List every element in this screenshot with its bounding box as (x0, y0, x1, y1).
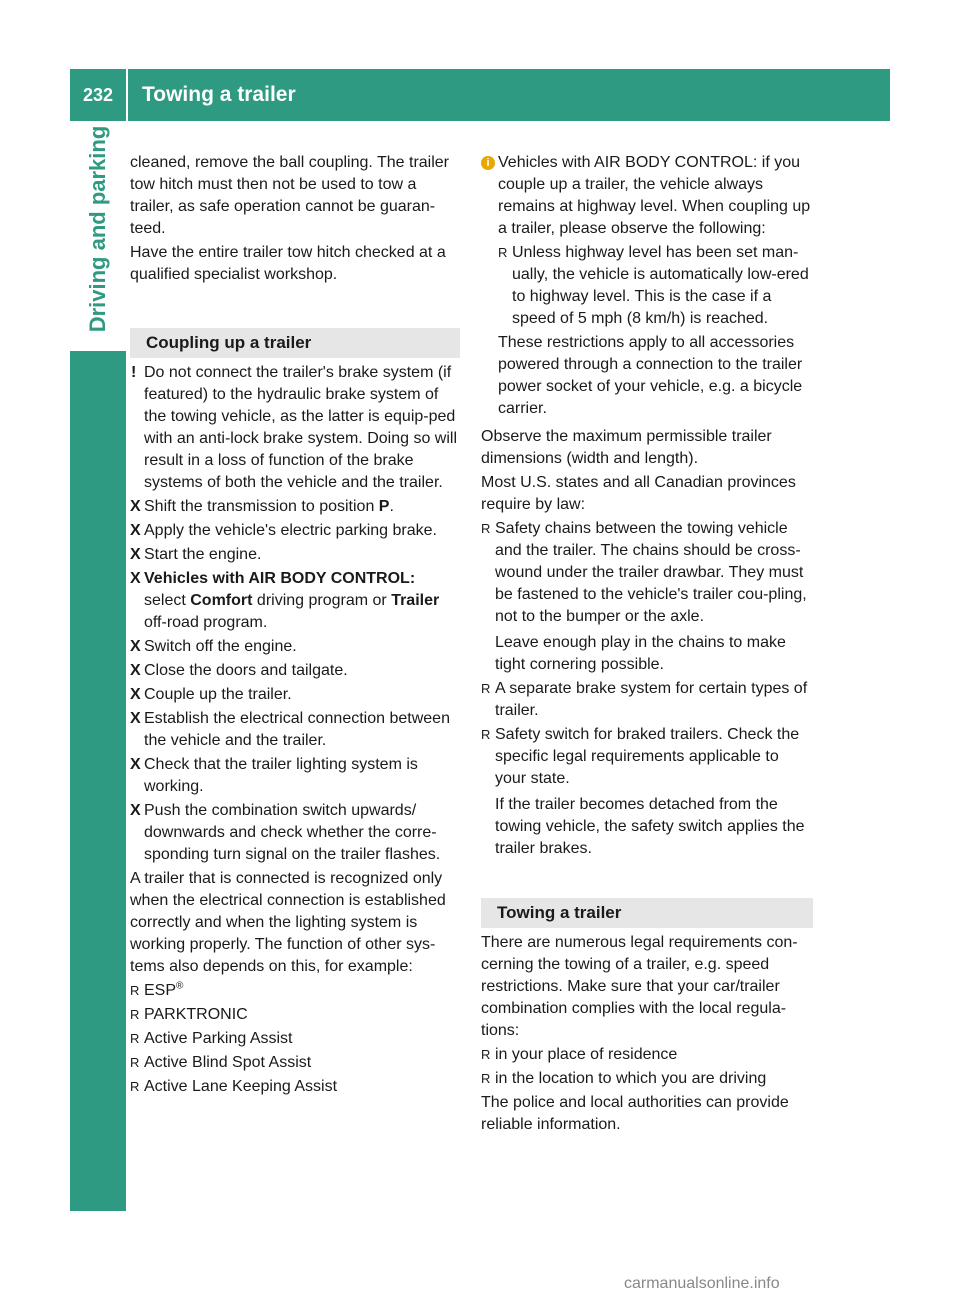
list-item (481, 1044, 813, 1066)
step-item (130, 568, 460, 634)
bullet-icon: R (130, 983, 140, 998)
body-paragraph: There are numerous legal requirements con-cerning the towing of a trailer, e.g. speed restrictions. Make sure that your car/trailer combination complies with the local regula-tions: (481, 934, 798, 1039)
bullet-icon: R (130, 1031, 140, 1046)
step-text: select (144, 592, 191, 609)
list-item (130, 980, 460, 1002)
warning-text: Do not connect the trailer's brake system (if featured) to the hydraulic brake system of the towing vehicle, as the latter is equip-ped with an anti-lock brake system. Doing so will result in a loss of function of the brake systems of both the vehicle and the trailer. (144, 364, 458, 491)
step-arrow-icon: X (130, 570, 141, 587)
side-tab-block (70, 351, 126, 1211)
step-text: driving program or (252, 592, 392, 609)
step-arrow-icon: X (130, 756, 141, 773)
list-item (481, 1068, 813, 1090)
step-text: off-road program. (144, 614, 268, 631)
program-comfort: Comfort (190, 592, 253, 609)
step-text: Check that the trailer lighting system is working. (144, 756, 418, 795)
side-tab-label (70, 121, 126, 341)
step-text: Close the doors and tailgate. (144, 662, 348, 679)
page-title: Towing a trailer (142, 83, 296, 106)
list-item-text: ESP (144, 982, 177, 999)
list-item (481, 678, 813, 722)
section-heading-towing: Towing a trailer (481, 898, 813, 928)
step-arrow-icon: X (130, 498, 141, 515)
list-item-text: PARKTRONIC (144, 1006, 248, 1023)
step-item (130, 496, 460, 518)
bullet-icon: R (498, 245, 508, 260)
registered-mark: ® (176, 980, 184, 992)
header-divider (126, 69, 128, 121)
step-item (130, 660, 460, 682)
step-item (130, 708, 460, 752)
step-arrow-icon: X (130, 522, 141, 539)
info-paragraph-2: These restrictions apply to all accessories powered through a connection to the trailer power socket of your vehicle, e.g. a bicycle carrier. (498, 334, 803, 417)
body-paragraph: A trailer that is connected is recognized only when the electrical connection is established correctly and when the lighting system is working properly. The function of other sys-tems also depends on this, for example: (130, 870, 446, 975)
info-paragraph: Vehicles with AIR BODY CONTROL: if you couple up a trailer, the vehicle always remains at highway level. When coupling up a trailer, please observe the following: (498, 154, 811, 237)
bullet-icon: R (481, 681, 491, 696)
list-item-text: Safety chains between the towing vehicle and the trailer. The chains should be cross-wound under the trailer drawbar. They must be fastened to the vehicle's trailer cou-pling, not to the bumper or the axle. (495, 520, 807, 625)
list-item (130, 1052, 460, 1074)
list-item-text: Active Lane Keeping Assist (144, 1078, 338, 1095)
list-item (481, 724, 813, 860)
list-item (130, 1028, 460, 1050)
step-item (130, 800, 460, 866)
info-icon: i (481, 156, 495, 170)
body-paragraph: Most U.S. states and all Canadian provinces require by law: (481, 474, 796, 513)
page-number: 232 (82, 85, 114, 105)
bullet-icon: R (481, 1071, 491, 1086)
step-item (130, 544, 460, 566)
program-trailer: Trailer (391, 592, 440, 609)
list-item-subtext: If the trailer becomes detached from the towing vehicle, the safety switch applies the trailer brakes. (495, 796, 805, 857)
bullet-icon: R (130, 1079, 140, 1094)
watermark: carmanualsonline.info (624, 1275, 780, 1292)
step-title: Vehicles with AIR BODY CONTROL: (144, 570, 416, 587)
step-text: Push the combination switch upwards/ downwards and check whether the corre-sponding turn signal on the trailer flashes. (144, 802, 441, 863)
list-item-text: A separate brake system for certain types of trailer. (495, 680, 808, 719)
list-item-text: Active Parking Assist (144, 1030, 293, 1047)
list-item-text: Unless highway level has been set man-ually, the vehicle is automatically low-ered to highway level. This is the case if a speed of 5 mph (8 km/h) is reached. (512, 244, 809, 327)
intro-paragraph-2: Have the entire trailer tow hitch checked at a qualified specialist workshop. (130, 244, 446, 283)
list-item-text: in your place of residence (495, 1046, 678, 1063)
list-item-subtext: Leave enough play in the chains to make tight cornering possible. (495, 634, 786, 673)
side-tab (70, 121, 126, 1211)
step-arrow-icon: X (130, 686, 141, 703)
step-text: Switch off the engine. (144, 638, 297, 655)
list-item (481, 518, 813, 676)
list-item-text: Active Blind Spot Assist (144, 1054, 312, 1071)
warning-note (130, 362, 460, 494)
bullet-icon: R (481, 1047, 491, 1062)
step-period: . (389, 498, 394, 515)
step-text: Apply the vehicle's electric parking brake. (144, 522, 437, 539)
side-tab-text: Driving and parking (85, 125, 110, 333)
step-text: Start the engine. (144, 546, 262, 563)
list-item-text: in the location to which you are driving (495, 1070, 767, 1087)
section-heading-coupling: Coupling up a trailer (130, 328, 460, 358)
step-item (130, 684, 460, 706)
step-item (130, 520, 460, 542)
bullet-icon: R (130, 1007, 140, 1022)
warning-icon: ! (131, 364, 137, 381)
step-arrow-icon: X (130, 710, 141, 727)
left-column (130, 152, 460, 1100)
list-item-text: Safety switch for braked trailers. Check the specific legal requirements applicable to your state. (495, 726, 800, 787)
bullet-icon: R (130, 1055, 140, 1070)
bullet-icon: R (481, 521, 491, 536)
list-item (498, 242, 813, 330)
step-item (130, 754, 460, 798)
step-arrow-icon: X (130, 638, 141, 655)
step-text: Couple up the trailer. (144, 686, 292, 703)
list-item (130, 1004, 460, 1026)
step-arrow-icon: X (130, 802, 141, 819)
info-note (481, 152, 813, 420)
intro-paragraph: cleaned, remove the ball coupling. The trailer tow hitch must then not be used to tow a trailer, as safe operation cannot be guaran-teed. (130, 154, 449, 237)
step-text: Establish the electrical connection between the vehicle and the trailer. (144, 710, 450, 749)
step-arrow-icon: X (130, 662, 141, 679)
list-item (130, 1076, 460, 1098)
right-column (481, 152, 813, 1138)
body-paragraph: The police and local authorities can provide reliable information. (481, 1094, 789, 1133)
body-paragraph: Observe the maximum permissible trailer dimensions (width and length). (481, 428, 772, 467)
step-arrow-icon: X (130, 546, 141, 563)
step-position: P (378, 498, 390, 515)
bullet-icon: R (481, 727, 491, 742)
step-item (130, 636, 460, 658)
step-text: Shift the transmission to position (144, 498, 379, 515)
